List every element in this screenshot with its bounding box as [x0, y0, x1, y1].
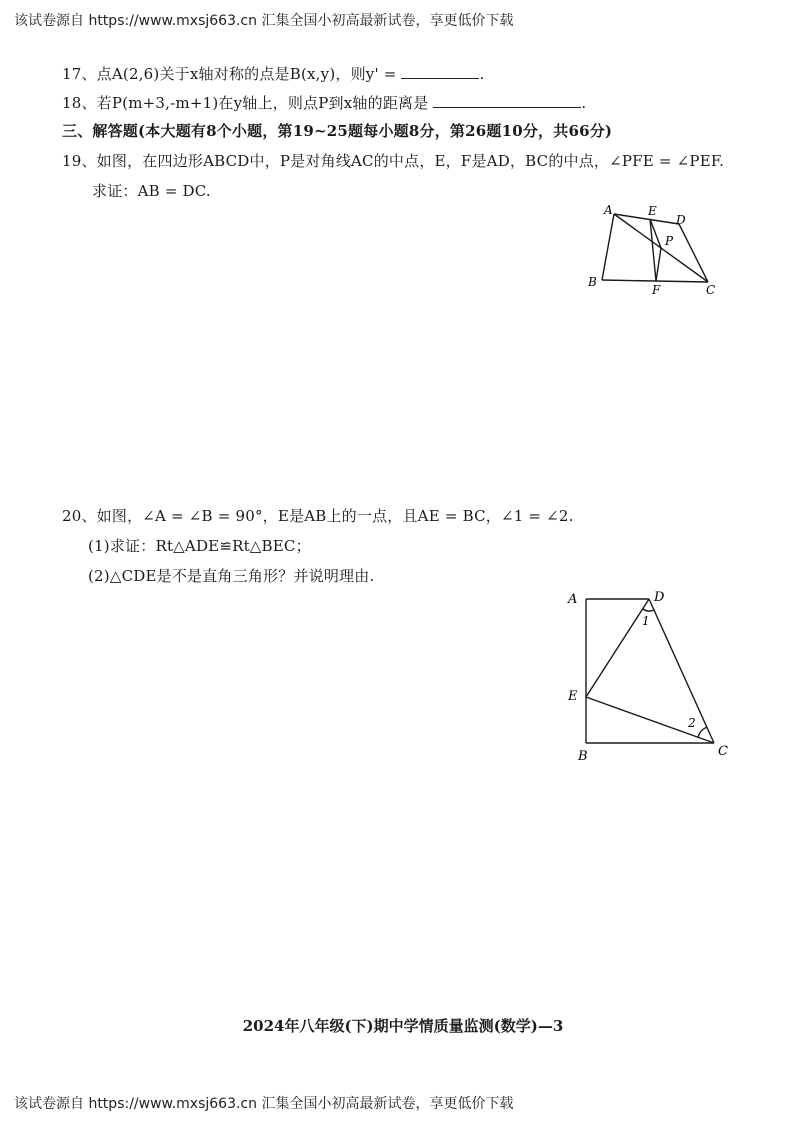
watermark-top: 该试卷源自 https://www.mxsj663.cn 汇集全国小初高最新试卷，享更低价下载: [14, 13, 514, 29]
label-C: C: [706, 283, 716, 297]
section-three-heading: 三、解答题(本大题有8个小题，第19~25题每小题8分，第26题10分，共66分): [62, 122, 613, 140]
angle-1-label: 1: [642, 614, 650, 628]
question-18: [62, 92, 586, 113]
label-C: C: [718, 744, 728, 759]
question-17-suffix: .: [479, 65, 485, 83]
question-20-part2: (2)△CDE是不是直角三角形？并说明理由.: [88, 567, 375, 585]
label-D: D: [676, 213, 686, 227]
question-20-line1: 20、如图，∠A = ∠B = 90°，E是AB上的一点，且AE = BC，∠1 = ∠2.: [62, 507, 574, 525]
question-18-text: 18、若P(m+3,-m+1)在y轴上，则点P到x轴的距离是: [62, 94, 429, 112]
segment-DC: [649, 599, 714, 743]
question-20-part1: (1)求证：Rt△ADE≌Rt△BEC；: [88, 537, 311, 555]
question-17: [62, 63, 484, 84]
page-footer: 2024年八年级(下)期中学情质量监测(数学)—3: [242, 1017, 564, 1035]
angle-1-arc: [643, 609, 654, 611]
figure-19-quadrilateral: [580, 200, 740, 300]
label-P: P: [665, 234, 674, 248]
label-E: E: [568, 689, 578, 704]
label-F: F: [652, 283, 661, 297]
segment-FP: [656, 248, 661, 281]
segment-BC: [602, 280, 708, 282]
label-A: A: [568, 592, 578, 607]
angle-2-arc: [698, 727, 707, 737]
label-A: A: [604, 203, 613, 217]
segment-AB: [602, 214, 614, 280]
label-D: D: [654, 590, 665, 605]
question-19-line1: 19、如图，在四边形ABCD中，P是对角线AC的中点，E，F是AD，BC的中点，∠PFE = ∠PEF.: [62, 152, 725, 170]
answer-blank-17[interactable]: [401, 64, 479, 79]
label-B: B: [578, 749, 588, 764]
segment-ED: [586, 599, 649, 697]
question-18-suffix: .: [581, 94, 587, 112]
segment-AD: [614, 214, 679, 224]
question-17-text: 17、点A(2,6)关于x轴对称的点是B(x,y)，则y' =: [62, 65, 397, 83]
answer-blank-18[interactable]: [433, 93, 581, 108]
label-B: B: [588, 275, 597, 289]
segment-DC: [679, 224, 708, 282]
watermark-bottom: 该试卷源自 https://www.mxsj663.cn 汇集全国小初高最新试卷，享更低价下载: [14, 1096, 514, 1112]
question-19-line2: 求证：AB = DC.: [92, 182, 211, 200]
label-E: E: [648, 204, 657, 218]
figure-20-right-trapezoid: [560, 585, 740, 765]
angle-2-label: 2: [688, 716, 696, 730]
